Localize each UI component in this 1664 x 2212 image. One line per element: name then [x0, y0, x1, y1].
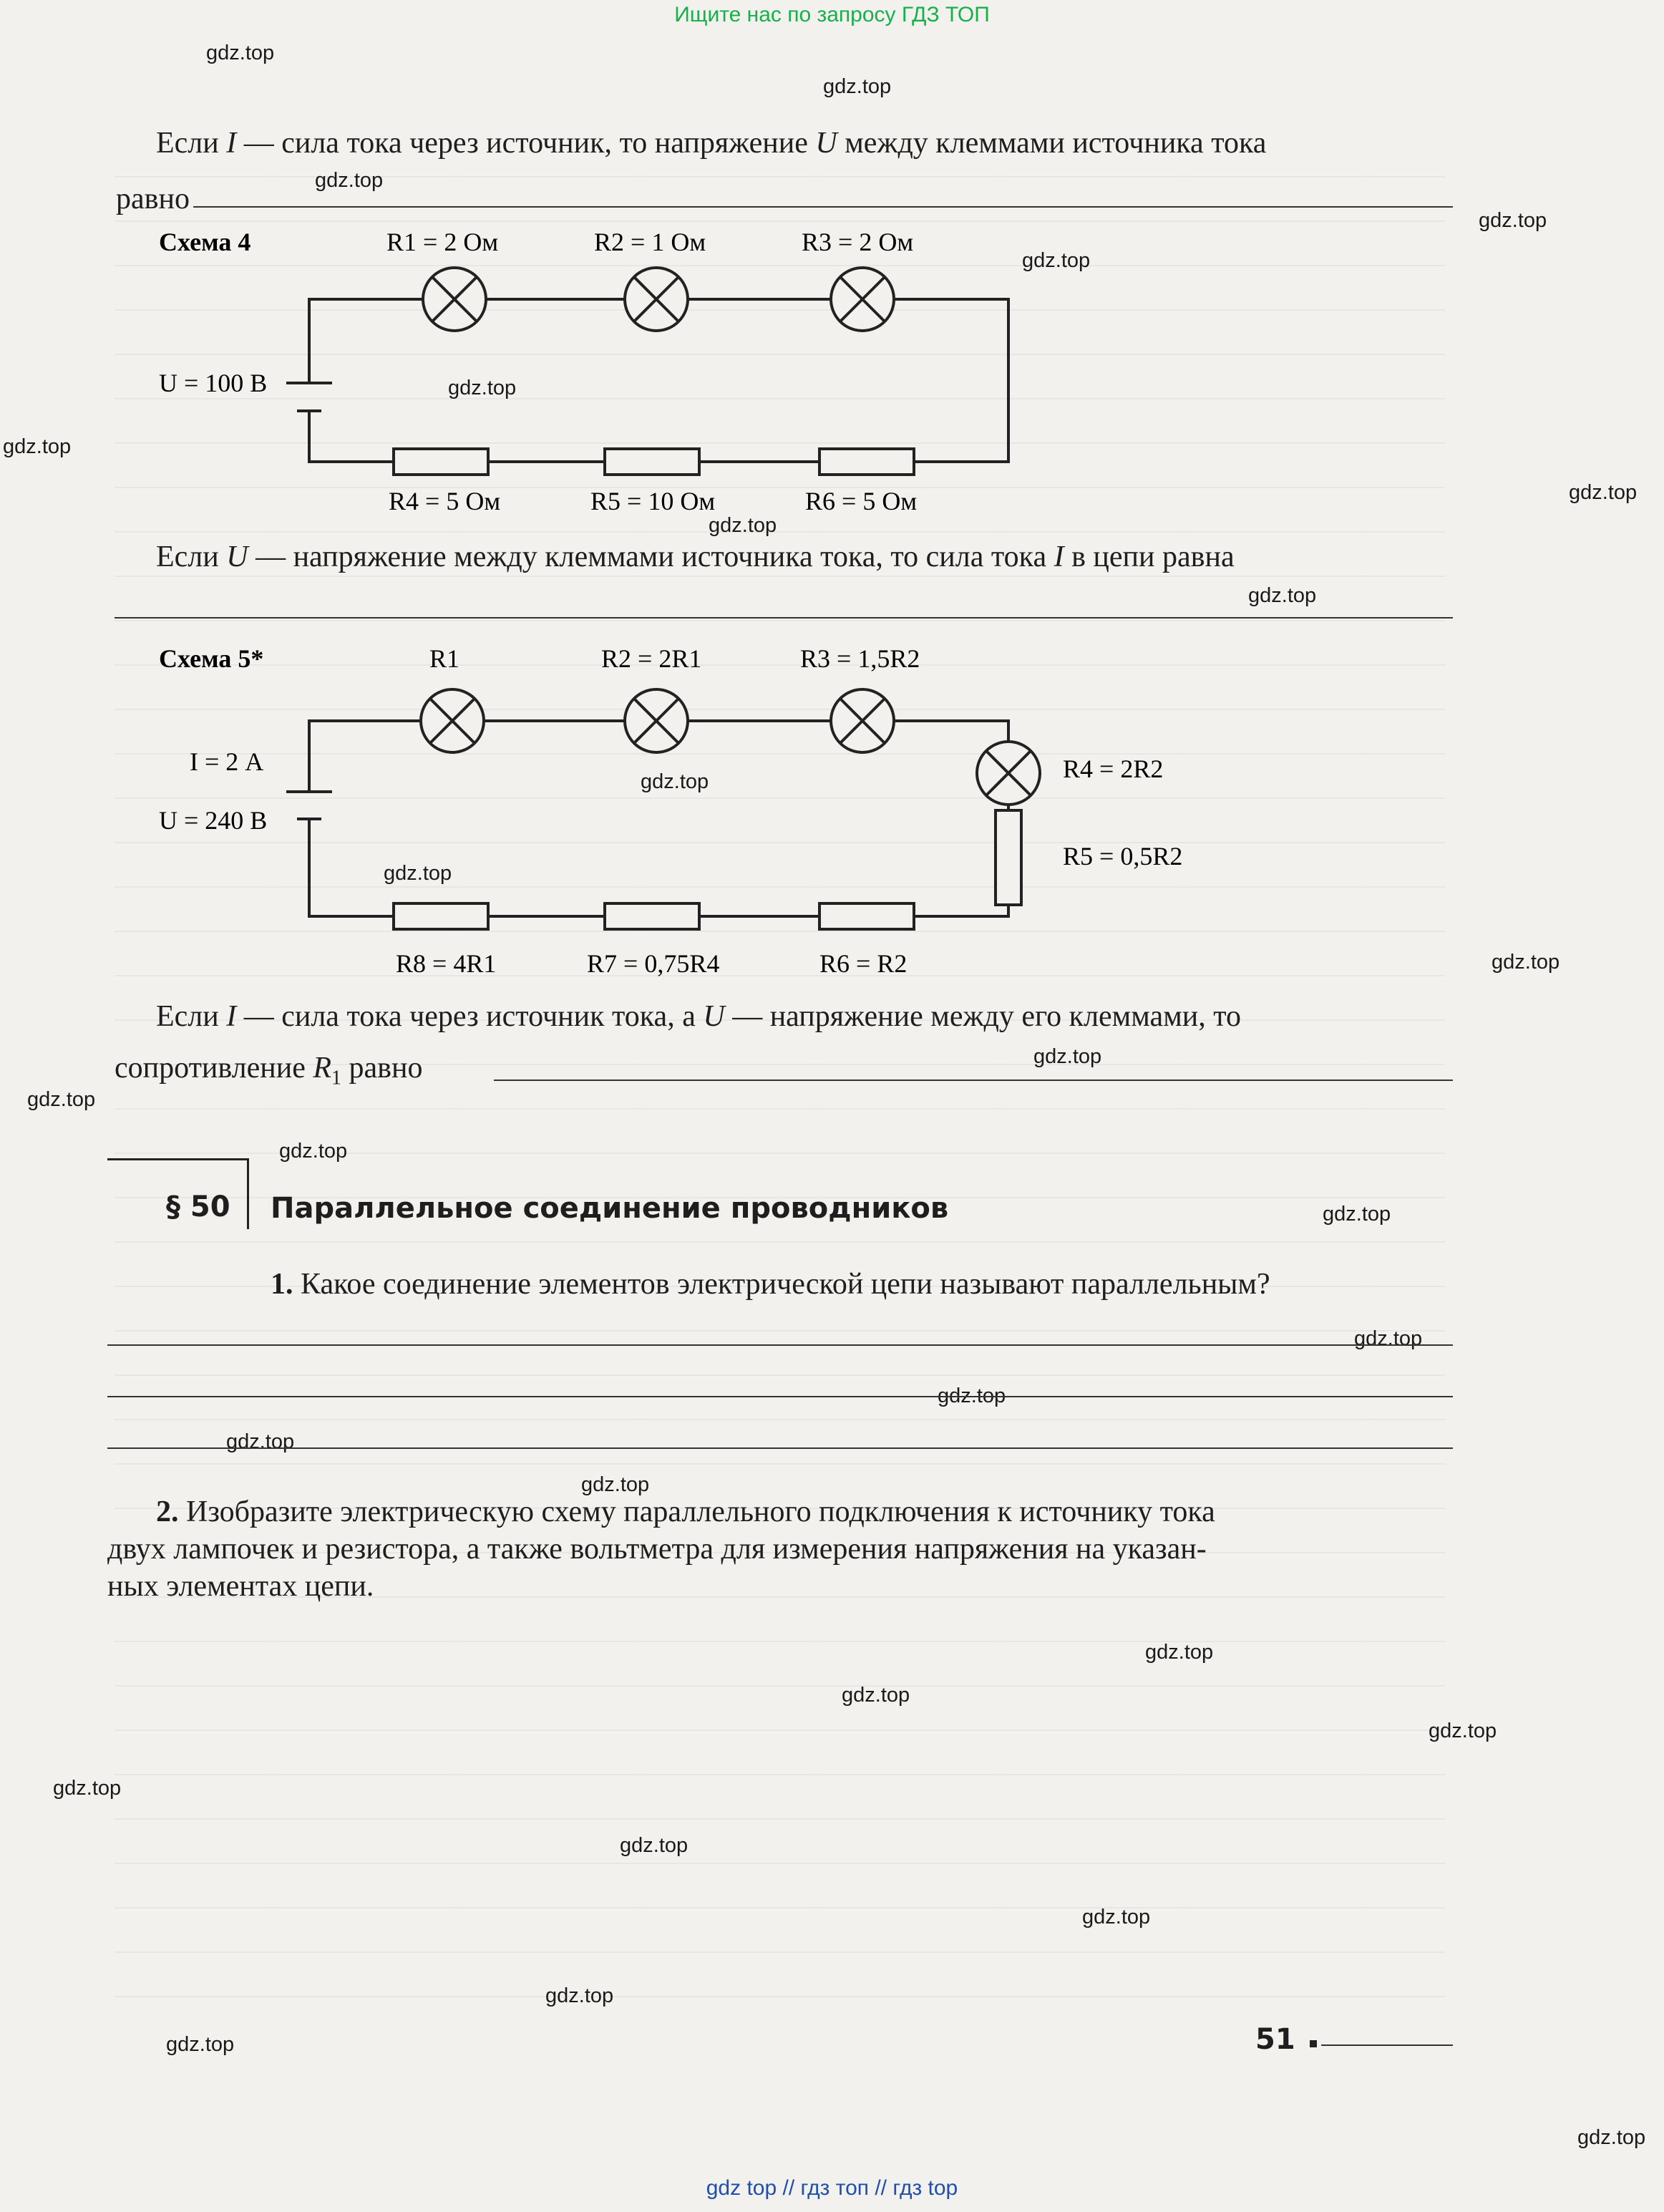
question-number: 1. — [271, 1268, 293, 1301]
symbol-U: U — [815, 127, 837, 160]
watermark: gdz.top — [1145, 1641, 1214, 1664]
text-fragment: в цепи равна — [1064, 540, 1235, 573]
resistor-r5-icon — [996, 810, 1021, 905]
lamp-r3-icon — [831, 689, 894, 752]
watermark: gdz.top — [938, 1384, 1006, 1407]
r5-label: R5 = 0,5R2 — [1063, 842, 1183, 870]
lamp-r3-icon — [831, 268, 894, 331]
r1-label: R1 = 2 Ом — [386, 228, 499, 256]
watermark: gdz.top — [1577, 2126, 1646, 2149]
paragraph-voltage-between-terminals — [156, 538, 1235, 576]
text-fragment: Если — [156, 1000, 227, 1033]
watermark: gdz.top — [166, 2033, 235, 2056]
lamp-r4-icon — [977, 742, 1040, 805]
answer-line[interactable] — [494, 1080, 1453, 1081]
question-text: Изобразите электрическую схему параллельного подключения к источнику тока — [186, 1495, 1215, 1528]
text-fragment: Если — [156, 540, 227, 573]
answer-prefix-ravno: равно — [116, 183, 190, 215]
r6-label: R6 = R2 — [819, 949, 908, 978]
schema-5-label: Схема 5* — [159, 644, 264, 673]
symbol-subscript: 1 — [331, 1067, 342, 1090]
watermark: gdz.top — [581, 1473, 650, 1496]
question-1 — [271, 1266, 1270, 1303]
source-voltage-label: U = 100 В — [159, 369, 268, 397]
footer-links[interactable]: gdz top // гдз топ // гдз top — [706, 2176, 958, 2200]
r3-label: R3 = 2 Ом — [802, 228, 914, 256]
question-2-line1 — [156, 1493, 1215, 1531]
resistor-r8-icon — [394, 903, 488, 929]
watermark: gdz.top — [1248, 584, 1317, 607]
watermark: gdz.top — [545, 1984, 614, 2007]
lamp-r2-icon — [625, 268, 688, 331]
symbol-R: R — [313, 1052, 332, 1085]
text-fragment: — напряжение между клеммами источника тока, то сила тока — [248, 540, 1054, 573]
section-title: Параллельное соединение проводников — [271, 1192, 949, 1225]
resistor-r6-icon — [819, 449, 914, 475]
circuit-diagram-schema-4 — [115, 215, 1045, 523]
watermark: gdz.top — [1569, 481, 1638, 504]
watermark: gdz.top — [842, 1684, 910, 1707]
answer-line[interactable] — [193, 206, 1453, 208]
watermark: gdz.top — [27, 1088, 96, 1111]
question-number: 2. — [156, 1495, 179, 1528]
symbol-I: I — [1054, 540, 1064, 573]
resistor-r6-icon — [819, 903, 914, 929]
r2-label: R2 = 2R1 — [601, 644, 702, 673]
text-fragment: — напряжение между его клеммами, то — [724, 1000, 1242, 1033]
watermark: gdz.top — [448, 377, 517, 399]
r4-label: R4 = 2R2 — [1063, 755, 1164, 783]
text-fragment: сопротивление — [115, 1052, 313, 1085]
watermark: gdz.top — [384, 862, 452, 885]
text-fragment: — сила тока через источник, то напряжение — [236, 127, 816, 160]
watermark: gdz.top — [315, 169, 384, 192]
page-number: 51 — [1255, 2023, 1295, 2056]
page-number-rule — [1321, 2044, 1453, 2046]
lamp-r2-icon — [625, 689, 688, 752]
symbol-U: U — [703, 1000, 725, 1033]
resistor-r7-icon — [605, 903, 699, 929]
watermark: gdz.top — [53, 1777, 122, 1800]
r7-label: R7 = 0,75R4 — [587, 949, 720, 978]
question-2-line3: ных элементах цепи. — [107, 1570, 374, 1603]
paragraph-resistance-r1 — [156, 998, 1241, 1035]
text-fragment: — сила тока через источник тока, а — [236, 1000, 704, 1033]
text-fragment: Если — [156, 127, 227, 160]
circuit-diagram-schema-5 — [115, 630, 1260, 995]
answer-line[interactable] — [115, 617, 1453, 619]
text-fragment: между клеммами источника тока — [837, 127, 1267, 160]
lamp-r1-icon — [421, 689, 484, 752]
page-number-marker — [1310, 2040, 1317, 2047]
watermark: gdz.top — [1492, 951, 1560, 974]
watermark: gdz.top — [823, 75, 892, 98]
source-current-label: I = 2 А — [190, 747, 264, 776]
watermark: gdz.top — [1082, 1906, 1151, 1929]
watermark: gdz.top — [620, 1834, 689, 1857]
watermark: gdz.top — [641, 770, 709, 793]
watermark: gdz.top — [226, 1430, 295, 1453]
r8-label: R8 = 4R1 — [396, 949, 497, 978]
symbol-I: I — [226, 127, 237, 160]
drawing-area[interactable] — [107, 1625, 1453, 2026]
r2-label: R2 = 1 Ом — [594, 228, 706, 256]
r4-label: R4 = 5 Ом — [389, 487, 501, 515]
watermark: gdz.top — [1323, 1203, 1391, 1226]
watermark: gdz.top — [1429, 1719, 1497, 1742]
lamp-r1-icon — [423, 268, 486, 331]
symbol-I: I — [226, 1000, 237, 1033]
r1-label: R1 — [429, 644, 460, 673]
text-fragment: равно — [341, 1052, 423, 1085]
paragraph-current-through-source — [156, 125, 1266, 162]
answer-line[interactable] — [107, 1344, 1453, 1346]
watermark: gdz.top — [1033, 1045, 1102, 1068]
schema-4-label: Схема 4 — [159, 228, 251, 256]
watermark: gdz.top — [1354, 1327, 1423, 1350]
watermark: gdz.top — [279, 1140, 348, 1163]
source-voltage-label: U = 240 В — [159, 806, 268, 835]
question-text: Какое соединение элементов электрической цепи называют параллельным? — [301, 1268, 1270, 1301]
watermark: gdz.top — [206, 42, 275, 64]
watermark: gdz.top — [1022, 249, 1091, 272]
r5-label: R5 = 10 Ом — [590, 487, 716, 515]
r6-label: R6 = 5 Ом — [805, 487, 918, 515]
watermark: gdz.top — [3, 435, 72, 458]
r3-label: R3 = 1,5R2 — [800, 644, 920, 673]
watermark: gdz.top — [1479, 209, 1547, 232]
top-banner[interactable]: Ищите нас по запросу ГДЗ ТОП — [674, 3, 990, 26]
resistor-r4-icon — [394, 449, 488, 475]
question-2-line2: двух лампочек и резистора, а также вольтметра для измерения напряжения на указан- — [107, 1533, 1207, 1566]
paragraph-resistance-r1-line2 — [115, 1049, 422, 1097]
answer-line[interactable] — [107, 1396, 1453, 1397]
watermark: gdz.top — [709, 514, 777, 537]
resistor-r5-icon — [605, 449, 699, 475]
symbol-U: U — [226, 540, 248, 573]
section-number: § 50 — [166, 1190, 230, 1223]
answer-line[interactable] — [107, 1447, 1453, 1449]
